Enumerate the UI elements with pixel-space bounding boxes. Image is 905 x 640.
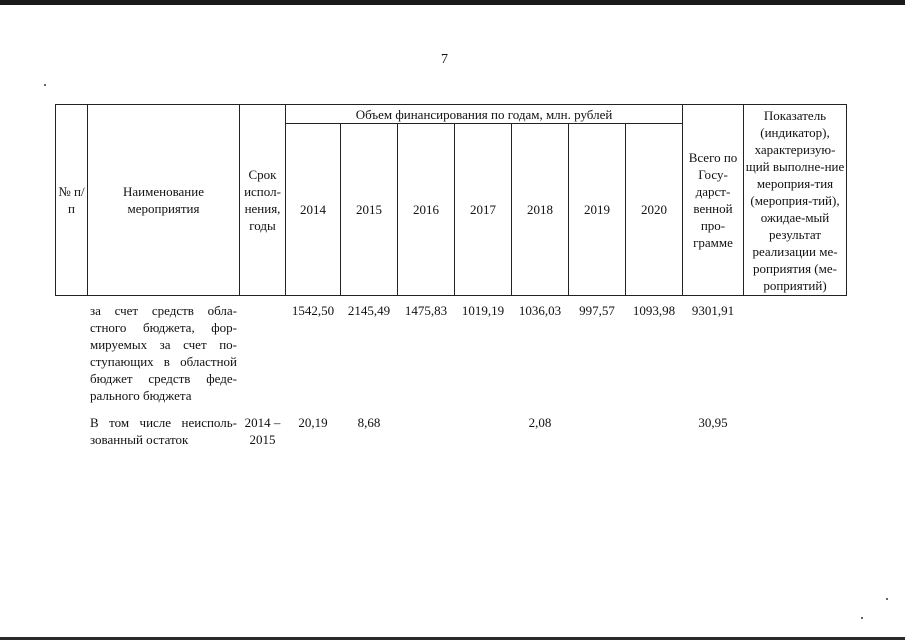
row-value: 1542,50 <box>291 303 335 318</box>
header-year: 2019 <box>569 124 626 296</box>
row-value <box>398 404 455 448</box>
header-year: 2020 <box>626 124 683 296</box>
row-indicator <box>744 404 847 448</box>
row-value: 1093,98 <box>632 303 676 318</box>
header-term: Срок испол-нения, годы <box>240 105 286 296</box>
header-number: № п/п <box>56 105 88 296</box>
financing-table <box>55 104 847 448</box>
header-year: 2015 <box>341 124 398 296</box>
row-number-cell <box>56 404 88 448</box>
scan-speck <box>886 598 888 600</box>
row-term: 2014 – 2015 <box>244 415 281 447</box>
table-row <box>56 404 847 448</box>
row-event-name: В том числе неисполь-зованный остаток <box>90 415 237 447</box>
row-value: 1036,03 <box>518 303 562 318</box>
scan-speck <box>861 617 863 619</box>
header-financing: Объем финансирования по годам, млн. рублей <box>286 105 683 124</box>
row-total: 9301,91 <box>691 303 735 318</box>
header-year: 2014 <box>286 124 341 296</box>
row-value: 997,57 <box>579 303 615 318</box>
row-value: 2,08 <box>528 415 552 430</box>
row-indicator <box>744 296 847 405</box>
header-year: 2016 <box>398 124 455 296</box>
header-year: 2018 <box>512 124 569 296</box>
row-value <box>569 404 626 448</box>
row-value: 1019,19 <box>461 303 505 318</box>
row-value: 20,19 <box>298 415 328 430</box>
header-total: Всего по Госу-дарст-венной про-грамме <box>683 105 744 296</box>
table-row <box>56 296 847 405</box>
row-total: 30,95 <box>698 415 728 430</box>
row-number-cell <box>56 296 88 405</box>
header-year: 2017 <box>455 124 512 296</box>
header-event-name: Наименование мероприятия <box>88 105 240 296</box>
row-term <box>240 296 286 405</box>
row-value: 1475,83 <box>404 303 448 318</box>
row-value: 2145,49 <box>347 303 391 318</box>
row-value <box>455 404 512 448</box>
scan-speck <box>44 84 46 86</box>
top-scan-border <box>0 0 905 5</box>
page-number: 7 <box>441 52 448 67</box>
row-value <box>626 404 683 448</box>
row-event-name: за счет средств обла-стного бюджета, фор-мируемых за счет по-ступающих в областной бюджет средств феде-рального бюджета <box>90 303 237 403</box>
row-value: 8,68 <box>357 415 381 430</box>
header-indicator: Показатель (индикатор), характеризую-щий выполне-ние мероприя-тия (мероприя-тий), ожидае-мый результат реализации ме-роприятия (ме-роприятий) <box>744 105 847 296</box>
